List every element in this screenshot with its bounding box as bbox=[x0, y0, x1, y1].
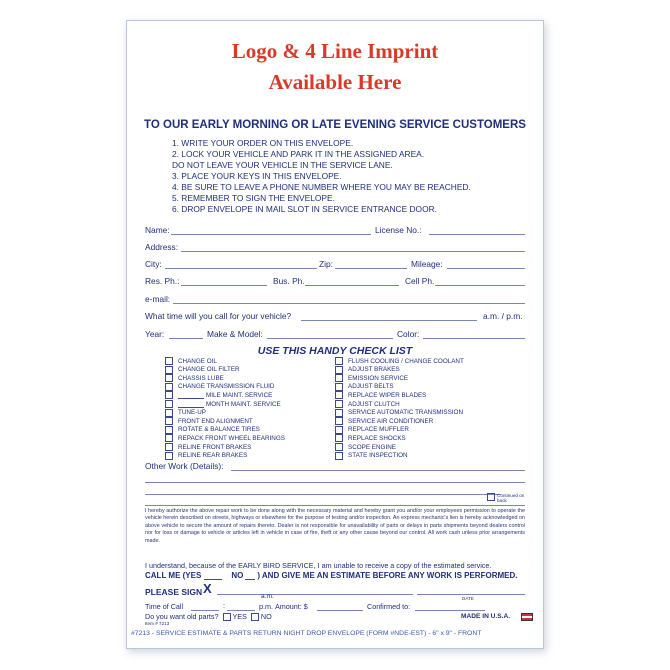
time-of-call-minute[interactable] bbox=[227, 610, 255, 611]
checklist-item-label: SCOPE ENGINE bbox=[348, 443, 396, 451]
checkbox[interactable] bbox=[165, 357, 173, 365]
checklist-item-label: TUNE-UP bbox=[178, 409, 206, 417]
checklist-item[interactable] bbox=[165, 417, 253, 425]
understand-text: I understand, because of the EARLY BIRD SERVICE, I am unable to receive a copy of the estimated service. bbox=[145, 561, 492, 570]
year-field[interactable] bbox=[169, 338, 203, 339]
checklist-item-label: ADJUST CLUTCH bbox=[348, 400, 400, 408]
checklist-item[interactable] bbox=[335, 426, 409, 434]
amount-field[interactable] bbox=[317, 610, 363, 611]
other-work-line-3[interactable] bbox=[145, 494, 501, 495]
checklist-item[interactable] bbox=[335, 417, 433, 425]
confirmed-label: Confirmed to: bbox=[367, 602, 411, 611]
checklist-item[interactable] bbox=[335, 409, 463, 417]
checklist-item-label: RELINE FRONT BRAKES bbox=[178, 443, 252, 451]
time-of-call-hour[interactable] bbox=[191, 610, 219, 611]
license-label: License No.: bbox=[375, 225, 422, 235]
checklist-item[interactable] bbox=[335, 383, 394, 391]
step-1: 1. WRITE YOUR ORDER ON THIS ENVELOPE. bbox=[172, 138, 354, 148]
old-parts-no-checkbox[interactable] bbox=[251, 613, 259, 621]
checkbox[interactable] bbox=[335, 443, 343, 451]
name-field[interactable] bbox=[171, 234, 371, 235]
signature-field[interactable] bbox=[217, 594, 413, 595]
checkbox[interactable] bbox=[335, 400, 343, 408]
checklist-item[interactable] bbox=[165, 452, 247, 460]
please-sign-label: PLEASE SIGN bbox=[145, 587, 203, 597]
color-field[interactable] bbox=[423, 338, 525, 339]
checklist-item-label: FRONT END ALIGNMENT bbox=[178, 417, 253, 425]
old-parts-yes-checkbox[interactable] bbox=[223, 613, 231, 621]
checkbox[interactable] bbox=[165, 443, 173, 451]
call-me-no-label: NO bbox=[231, 571, 244, 580]
am-pm-label: a.m. / p.m. bbox=[483, 311, 523, 321]
form-title: TO OUR EARLY MORNING OR LATE EVENING SERVICE CUSTOMERS bbox=[144, 119, 526, 131]
checkbox[interactable] bbox=[165, 391, 173, 399]
checklist-item-label: ROTATE & BALANCE TIRES bbox=[178, 426, 260, 434]
envelope-form bbox=[126, 20, 544, 649]
checklist-item-label: EMISSION SERVICE bbox=[348, 374, 409, 382]
imprint-line-2: Available Here bbox=[268, 70, 402, 94]
checkbox[interactable] bbox=[335, 357, 343, 365]
checklist-item[interactable] bbox=[165, 443, 251, 451]
res-phone-field[interactable] bbox=[181, 285, 267, 286]
made-in-usa: MADE IN U.S.A. bbox=[461, 613, 511, 620]
checklist-item-label: MONTH MAINT. SERVICE bbox=[206, 400, 281, 408]
checklist-item-label: STATE INSPECTION bbox=[348, 452, 408, 460]
call-me-rest: ) AND GIVE ME AN ESTIMATE BEFORE ANY WORK IS PERFORMED. bbox=[257, 571, 518, 580]
checklist-item[interactable] bbox=[335, 452, 408, 460]
zip-field[interactable] bbox=[335, 268, 407, 269]
checklist-item-label: SERVICE AIR CONDITIONER bbox=[348, 417, 434, 425]
call-me-yes-label: CALL ME (YES bbox=[145, 571, 202, 580]
checklist-item-label: ADJUST BRAKES bbox=[348, 366, 400, 374]
checklist-item-label: CHANGE OIL bbox=[178, 357, 217, 365]
amount-label: Amount: $ bbox=[275, 602, 308, 611]
other-work-line-1[interactable] bbox=[231, 470, 525, 471]
checkbox[interactable] bbox=[165, 426, 173, 434]
checklist-item[interactable] bbox=[335, 434, 406, 442]
make-model-field[interactable] bbox=[267, 338, 393, 339]
checkbox[interactable] bbox=[165, 452, 173, 460]
bus-phone-field[interactable] bbox=[305, 285, 399, 286]
checklist-item[interactable] bbox=[165, 383, 274, 391]
cell-phone-label: Cell Ph. bbox=[405, 276, 435, 286]
time-of-call-label: Time of Call bbox=[145, 602, 184, 611]
make-model-label: Make & Model: bbox=[207, 329, 263, 339]
checkbox[interactable] bbox=[335, 374, 343, 382]
other-work-label: Other Work (Details): bbox=[145, 461, 224, 471]
checkbox[interactable] bbox=[165, 400, 173, 408]
checklist-item[interactable] bbox=[165, 374, 224, 382]
old-parts-yes-label: YES bbox=[232, 612, 247, 621]
time-pm-label: p.m. bbox=[259, 602, 273, 611]
checklist-item[interactable] bbox=[165, 366, 240, 374]
email-field[interactable] bbox=[173, 303, 525, 304]
checklist-item-label: REPLACE WIPER BLADES bbox=[348, 391, 427, 399]
checklist-title: USE THIS HANDY CHECK LIST bbox=[257, 345, 413, 357]
checkbox[interactable] bbox=[335, 409, 343, 417]
checklist-item-label: MILE MAINT. SERVICE bbox=[206, 391, 273, 399]
mileage-field[interactable] bbox=[447, 268, 525, 269]
item-number: Item # 7213 bbox=[145, 621, 170, 626]
checkbox[interactable] bbox=[335, 426, 343, 434]
checklist-item[interactable] bbox=[335, 374, 408, 382]
bus-phone-label: Bus. Ph. bbox=[273, 276, 305, 286]
checkbox[interactable] bbox=[165, 409, 173, 417]
color-label: Color: bbox=[397, 329, 420, 339]
call-time-field[interactable] bbox=[301, 320, 477, 321]
checklist-item[interactable] bbox=[335, 357, 464, 365]
checklist-item-label: ADJUST BELTS bbox=[348, 383, 394, 391]
continued-label: Continued on back bbox=[497, 493, 525, 503]
city-label: City: bbox=[145, 259, 162, 269]
checkbox[interactable] bbox=[165, 366, 173, 374]
old-parts-question: Do you want old parts? bbox=[145, 612, 219, 621]
checkbox[interactable] bbox=[335, 417, 343, 425]
step-6: 6. DROP ENVELOPE IN MAIL SLOT IN SERVICE ENTRANCE DOOR. bbox=[172, 204, 437, 214]
step-3: 3. PLACE YOUR KEYS IN THIS ENVELOPE. bbox=[172, 171, 342, 181]
checklist-item[interactable] bbox=[165, 357, 217, 365]
checklist-item-label: REPACK FRONT WHEEL BEARINGS bbox=[178, 434, 285, 442]
mileage-label: Mileage: bbox=[411, 259, 443, 269]
old-parts-row bbox=[145, 612, 272, 621]
checkbox[interactable] bbox=[165, 434, 173, 442]
date-field[interactable] bbox=[417, 594, 525, 595]
step-2: 2. LOCK YOUR VEHICLE AND PARK IT IN THE ASSIGNED AREA. bbox=[172, 149, 425, 159]
sign-am-label: a.m. bbox=[261, 593, 274, 600]
imprint-line-1: Logo & 4 Line Imprint bbox=[231, 39, 439, 63]
confirmed-field[interactable] bbox=[415, 610, 485, 611]
checklist-item-label: CHASSIS LUBE bbox=[178, 374, 224, 382]
form-footer: #7213 - SERVICE ESTIMATE & PARTS RETURN NIGHT DROP ENVELOPE (FORM #NDE-EST) - 6" x 9" - FRONT bbox=[131, 630, 482, 637]
checkbox[interactable] bbox=[335, 391, 343, 399]
checkbox[interactable] bbox=[165, 417, 173, 425]
zip-label: Zip: bbox=[319, 259, 333, 269]
checklist-item[interactable] bbox=[165, 409, 206, 417]
authorization-text: I hereby authorize the above repair work to be done along with the necessary material and hereby grant you and/or your employees permission to operate the vehicle herein described on streets, highways or elsewhere for the purpose of testing and/or inspection. An express mechanic's lien is hereby acknowledged on above vehicle to secure the amount of repairs thereto. Dealer is not responsible for unavailability of parts or delays in parts shipments beyond dealers control nor for loss or damage to vehicle or articles left in vehicle in case of fire, theft or any other cause beyond our control. All work cash unless prior arrangements made. bbox=[145, 508, 525, 544]
checklist-item[interactable] bbox=[165, 391, 272, 399]
call-me-no-blank[interactable] bbox=[245, 571, 255, 580]
continued-checkbox[interactable] bbox=[487, 493, 495, 501]
year-label: Year: bbox=[145, 329, 165, 339]
call-me-row bbox=[145, 571, 517, 580]
checkbox[interactable] bbox=[335, 434, 343, 442]
checkbox[interactable] bbox=[335, 366, 343, 374]
checkbox[interactable] bbox=[335, 383, 343, 391]
name-label: Name: bbox=[145, 225, 170, 235]
call-me-yes-blank[interactable] bbox=[204, 571, 222, 580]
address-label: Address: bbox=[145, 242, 179, 252]
license-field[interactable] bbox=[429, 234, 525, 235]
checklist-item-label: REPLACE MUFFLER bbox=[348, 426, 409, 434]
us-flag-icon bbox=[521, 613, 533, 621]
date-label: DATE bbox=[462, 596, 474, 601]
checklist-item[interactable] bbox=[165, 400, 281, 408]
sign-x-mark: X bbox=[203, 581, 212, 596]
checklist-item-label: CHANGE OIL FILTER bbox=[178, 366, 240, 374]
checklist-item-label: RELINE REAR BRAKES bbox=[178, 452, 248, 460]
step-5: 5. REMEMBER TO SIGN THE ENVELOPE. bbox=[172, 193, 335, 203]
cell-phone-field[interactable] bbox=[435, 285, 525, 286]
checklist-item[interactable] bbox=[335, 366, 400, 374]
step-2-cont: DO NOT LEAVE YOUR VEHICLE IN THE SERVICE LANE. bbox=[172, 160, 393, 170]
address-field[interactable] bbox=[181, 251, 525, 252]
old-parts-no-label: NO bbox=[260, 612, 272, 621]
checklist-item[interactable] bbox=[335, 400, 400, 408]
step-4: 4. BE SURE TO LEAVE A PHONE NUMBER WHERE YOU MAY BE REACHED. bbox=[172, 182, 471, 192]
time-colon: : bbox=[223, 601, 225, 610]
checklist-item[interactable] bbox=[335, 443, 396, 451]
checkbox[interactable] bbox=[165, 383, 173, 391]
checklist-item[interactable] bbox=[165, 434, 285, 442]
interval-blank[interactable] bbox=[178, 392, 204, 399]
city-field[interactable] bbox=[165, 268, 317, 269]
res-phone-label: Res. Ph.: bbox=[145, 276, 180, 286]
checklist-item-label: REPLACE SHOCKS bbox=[348, 434, 406, 442]
checklist-item[interactable] bbox=[165, 426, 260, 434]
checklist-item-label: CHANGE TRANSMISSION FLUID bbox=[178, 383, 275, 391]
call-time-label: What time will you call for your vehicle? bbox=[145, 311, 292, 321]
other-work-line-4[interactable] bbox=[145, 505, 525, 506]
checklist-item-label: SERVICE AUTOMATIC TRANSMISSION bbox=[348, 409, 463, 417]
checkbox[interactable] bbox=[165, 374, 173, 382]
checkbox[interactable] bbox=[335, 452, 343, 460]
email-label: e-mail: bbox=[145, 294, 171, 304]
other-work-line-2[interactable] bbox=[145, 482, 525, 483]
checklist-item[interactable] bbox=[335, 391, 426, 399]
checklist-item-label: FLUSH COOLING / CHANGE COOLANT bbox=[348, 357, 464, 365]
interval-blank[interactable] bbox=[178, 401, 204, 408]
